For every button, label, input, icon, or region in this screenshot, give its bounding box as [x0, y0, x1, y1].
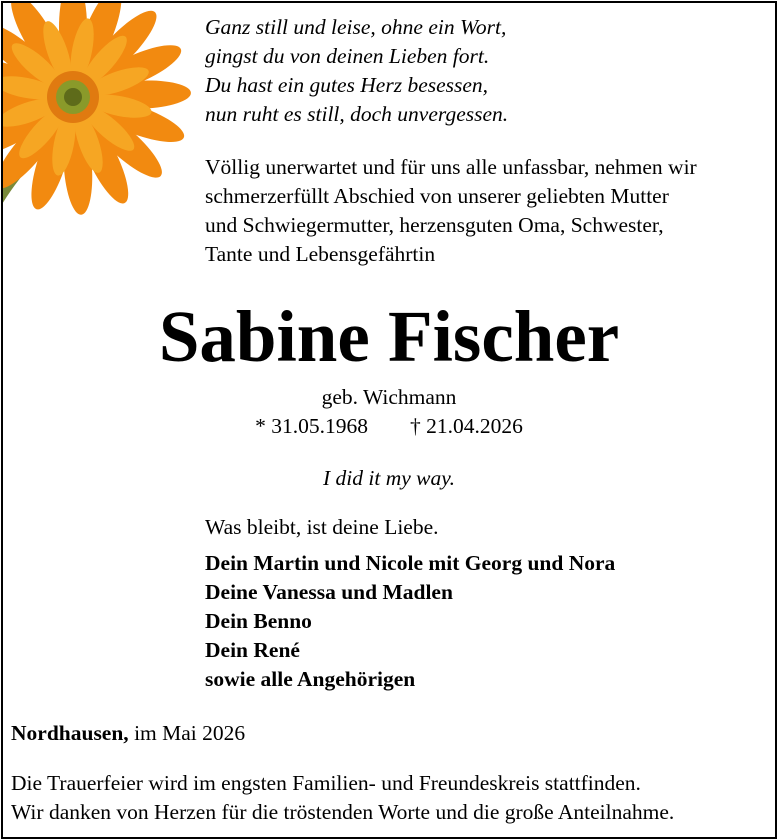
mourner-line: Dein René: [205, 638, 300, 662]
poem-line: gingst du von deinen Lieben fort.: [205, 44, 490, 68]
mourner-line: Dein Martin und Nicole mit Georg und Nora: [205, 551, 616, 575]
closing-line: Die Trauerfeier wird im engsten Familien- und Freundeskreis stattfinden.: [11, 771, 641, 795]
motto: I did it my way.: [323, 466, 455, 490]
intro-line: und Schwiegermutter, herzensguten Oma, Schwester,: [205, 213, 664, 237]
birth-date: * 31.05.1968: [255, 414, 368, 438]
closing-text: [11, 769, 674, 827]
closing-line: Wir danken von Herzen für die tröstenden Worte und die große Anteilnahme.: [11, 800, 675, 824]
maiden-name: geb. Wichmann: [321, 385, 457, 409]
deceased-name: Sabine Fischer: [158, 296, 620, 377]
gerbera-flower-image: [1, 1, 200, 257]
life-dates: [3, 412, 775, 440]
place-month: im Mai 2026: [134, 721, 246, 745]
poem-verse: [205, 13, 508, 129]
poem-line: Ganz still und leise, ohne ein Wort,: [205, 15, 507, 39]
obituary-notice: [1, 1, 777, 839]
mourners-list: [205, 549, 615, 694]
place-date: [11, 719, 245, 747]
intro-text: [205, 153, 697, 269]
mourner-line: Deine Vanessa und Madlen: [205, 580, 453, 604]
intro-line: schmerzerfüllt Abschied von unserer geliebten Mutter: [205, 184, 669, 208]
death-date: † 21.04.2026: [410, 414, 523, 438]
place-town: Nordhausen,: [11, 721, 129, 745]
mourner-line: Dein Benno: [205, 609, 312, 633]
poem-line: nun ruht es still, doch unvergessen.: [205, 102, 509, 126]
intro-line: Tante und Lebensgefährtin: [205, 242, 436, 266]
intro-line: Völlig unerwartet und für uns alle unfassbar, nehmen wir: [205, 155, 697, 179]
remain-line: Was bleibt, ist deine Liebe.: [205, 515, 439, 539]
mourner-line: sowie alle Angehörigen: [205, 667, 416, 691]
poem-line: Du hast ein gutes Herz besessen,: [205, 73, 489, 97]
